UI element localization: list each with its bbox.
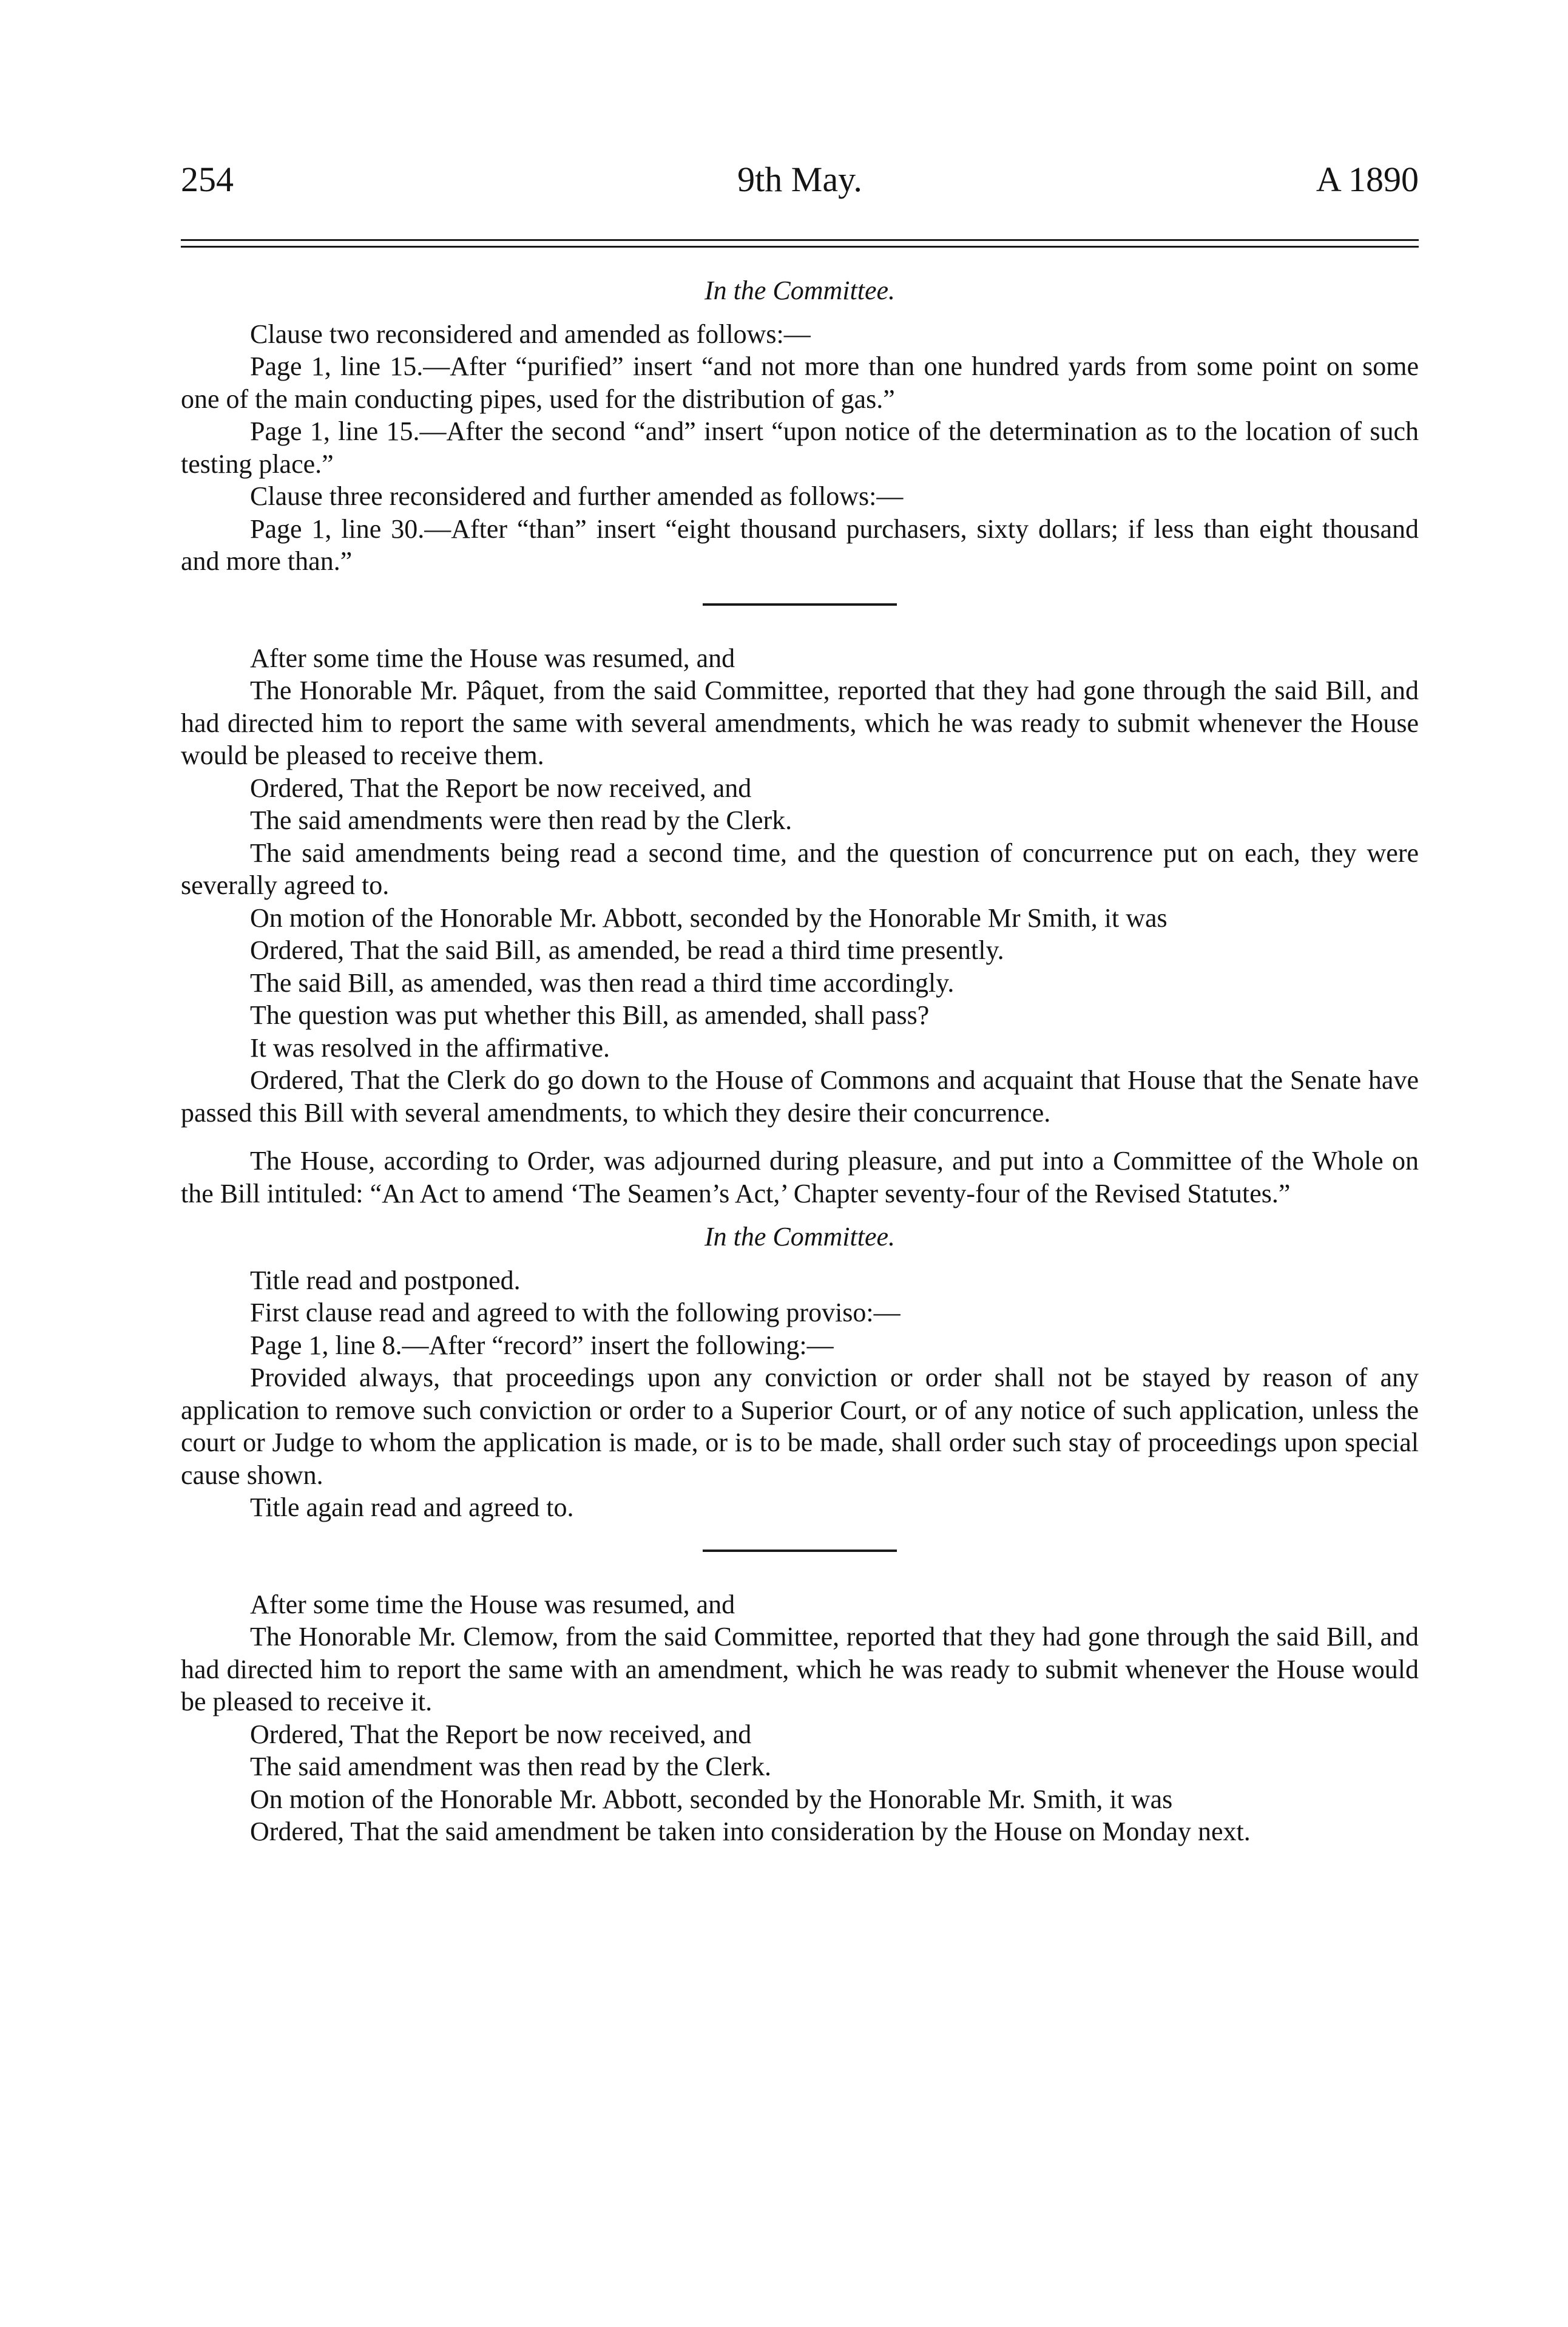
paragraph: The Honorable Mr. Pâquet, from the said Committee, reported that they had gone through the said Bill, and had directed him to report the same with several amendments, which he was ready to submit whenever the House would be pleased to receive them. (181, 676, 1419, 770)
paragraph: Ordered, That the said amendment be taken into consideration by the House on Monday next. (250, 1817, 1251, 1846)
paragraph: Clause two reconsidered and amended as follows:— (250, 319, 811, 349)
page-date: 9th May. (737, 160, 862, 199)
paragraph: The said amendments were then read by the Clerk. (250, 805, 792, 835)
paragraph: The said amendments being read a second time, and the question of concurrence put on each, they were severally agreed to. (181, 838, 1419, 900)
paragraph: Ordered, That the Clerk do go down to the House of Commons and acquaint that House that the Senate have passed this Bill with several amendments, to which they desire their concurrence. (181, 1065, 1419, 1128)
paragraph: The Honorable Mr. Clemow, from the said Committee, reported that they had gone through the said Bill, and had directed him to report the same with an amendment, which he was ready to submit whenever the House would be pleased to receive it. (181, 1622, 1419, 1716)
paragraph: After some time the House was resumed, and (250, 1589, 735, 1619)
page-body (181, 274, 1419, 1848)
paragraph: It was resolved in the affirmative. (250, 1032, 610, 1063)
page-header (181, 159, 1419, 208)
paragraph: Page 1, line 15.—After the second “and” insert “upon notice of the determination as to the location of such testing place.” (181, 416, 1419, 479)
paragraph: Clause three reconsidered and further amended as follows:— (250, 481, 904, 511)
paragraph: Page 1, line 15.—After “purified” insert “and not more than one hundred yards from some point on some one of the main conducting pipes, used for the distribution of gas.” (181, 351, 1419, 414)
paragraph: Ordered, That the Report be now received, and (250, 1719, 752, 1749)
paragraph: Page 1, line 8.—After “record” insert the following:— (250, 1330, 834, 1360)
section-heading: In the Committee. (704, 276, 896, 305)
paragraph: Page 1, line 30.—After “than” insert “eight thousand purchasers, sixty dollars; if less than eight thousand and more than.” (181, 513, 1419, 576)
header-double-rule (181, 239, 1419, 248)
page-number: 254 (181, 160, 234, 199)
paragraph: Title read and postponed. (250, 1265, 521, 1295)
paragraph: On motion of the Honorable Mr. Abbott, seconded by the Honorable Mr Smith, it was (250, 903, 1168, 933)
page-year: A 1890 (1316, 160, 1419, 199)
paragraph: First clause read and agreed to with the following proviso:— (250, 1298, 901, 1327)
paragraph: Ordered, That the Report be now received, and (250, 773, 752, 803)
paragraph: On motion of the Honorable Mr. Abbott, seconded by the Honorable Mr. Smith, it was (250, 1784, 1173, 1814)
paragraph: The said Bill, as amended, was then read a third time accordingly. (250, 967, 955, 998)
paragraph: Provided always, that proceedings upon any conviction or order shall not be stayed by reason of any application to remove such conviction or order to a Superior Court, or of any notice of such application, unless the court or Judge to whom the application is made, or is to be made, shall order such stay of proceedings upon special cause shown. (181, 1363, 1419, 1490)
paragraph: The House, according to Order, was adjourned during pleasure, and put into a Committee of the Whole on the Bill intituled: “An Act to amend ‘The Seamen’s Act,’ Chapter seventy-four of the Revised Statutes.” (181, 1146, 1419, 1208)
paragraph: Title again read and agreed to. (250, 1492, 574, 1522)
section-heading: In the Committee. (704, 1222, 896, 1252)
paragraph: After some time the House was resumed, and (250, 643, 735, 673)
paragraph: The question was put whether this Bill, as amended, shall pass? (250, 1000, 930, 1030)
paragraph: The said amendment was then read by the Clerk. (250, 1752, 771, 1781)
paragraph: Ordered, That the said Bill, as amended, be read a third time presently. (250, 935, 1004, 965)
